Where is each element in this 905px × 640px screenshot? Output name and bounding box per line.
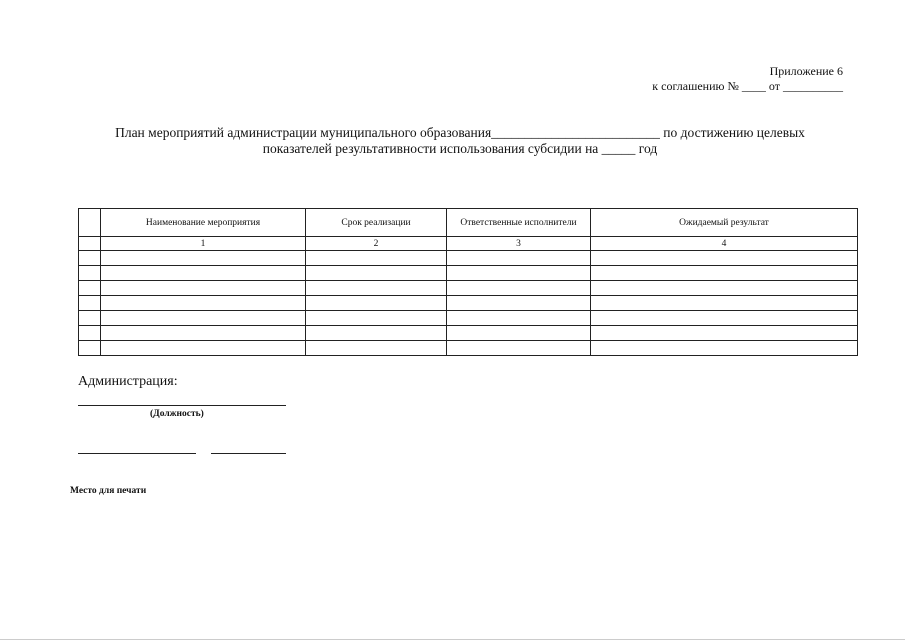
title-line-1: План мероприятий администрации муниципального образования_________________________ по достижению целевых <box>115 125 805 140</box>
number-cell <box>79 237 101 251</box>
table-cell <box>79 281 101 296</box>
table-cell <box>591 341 858 356</box>
table-body <box>79 251 858 356</box>
table-header-row <box>79 209 858 237</box>
table-cell <box>101 311 306 326</box>
table-cell <box>306 326 447 341</box>
table-cell <box>101 341 306 356</box>
table-row <box>79 266 858 281</box>
table-cell <box>447 281 591 296</box>
appendix-title: Приложение 6 <box>769 64 843 78</box>
table-cell <box>591 296 858 311</box>
table-cell <box>306 341 447 356</box>
table-cell <box>447 251 591 266</box>
table-cell <box>79 326 101 341</box>
header-cell-activity: Наименование мероприятия <box>101 209 306 237</box>
table-cell <box>79 251 101 266</box>
number-cell: 4 <box>591 237 858 251</box>
table-cell <box>79 341 101 356</box>
signature-line <box>78 453 196 454</box>
table-row <box>79 251 858 266</box>
agreement-reference: к соглашению № ____ от __________ <box>652 79 843 93</box>
table-cell <box>79 311 101 326</box>
name-line <box>211 453 286 454</box>
table-row <box>79 341 858 356</box>
table-cell <box>591 251 858 266</box>
table-cell <box>447 341 591 356</box>
table-cell <box>447 266 591 281</box>
table-cell <box>306 311 447 326</box>
table-cell <box>591 281 858 296</box>
table-cell <box>79 266 101 281</box>
table-number-row <box>79 237 858 251</box>
table-cell <box>306 251 447 266</box>
table-cell <box>101 281 306 296</box>
table-cell <box>306 281 447 296</box>
position-caption: (Должность) <box>150 409 204 419</box>
plan-table <box>78 208 858 356</box>
table-cell <box>306 296 447 311</box>
header-cell-index <box>79 209 101 237</box>
table-cell <box>447 296 591 311</box>
position-line <box>78 405 286 406</box>
table-cell <box>101 296 306 311</box>
table-cell <box>591 326 858 341</box>
table-row <box>79 326 858 341</box>
number-cell: 2 <box>306 237 447 251</box>
table-cell <box>101 266 306 281</box>
table-row <box>79 281 858 296</box>
number-cell: 1 <box>101 237 306 251</box>
table-cell <box>447 311 591 326</box>
title-line-2: показателей результативности использования субсидии на _____ год <box>262 141 658 156</box>
table-cell <box>591 311 858 326</box>
table-cell <box>101 326 306 341</box>
table-cell <box>101 251 306 266</box>
administration-label: Администрация: <box>78 374 178 389</box>
stamp-place-label: Место для печати <box>70 486 147 496</box>
header-cell-responsible: Ответственные исполнители <box>447 209 591 237</box>
table-cell <box>447 326 591 341</box>
document-title <box>70 125 850 157</box>
number-cell: 3 <box>447 237 591 251</box>
table-row <box>79 311 858 326</box>
table-row <box>79 296 858 311</box>
table-cell <box>79 296 101 311</box>
appendix-header <box>652 64 843 94</box>
table-cell <box>306 266 447 281</box>
header-cell-deadline: Срок реализации <box>306 209 447 237</box>
header-cell-result: Ожидаемый результат <box>591 209 858 237</box>
table-cell <box>591 266 858 281</box>
